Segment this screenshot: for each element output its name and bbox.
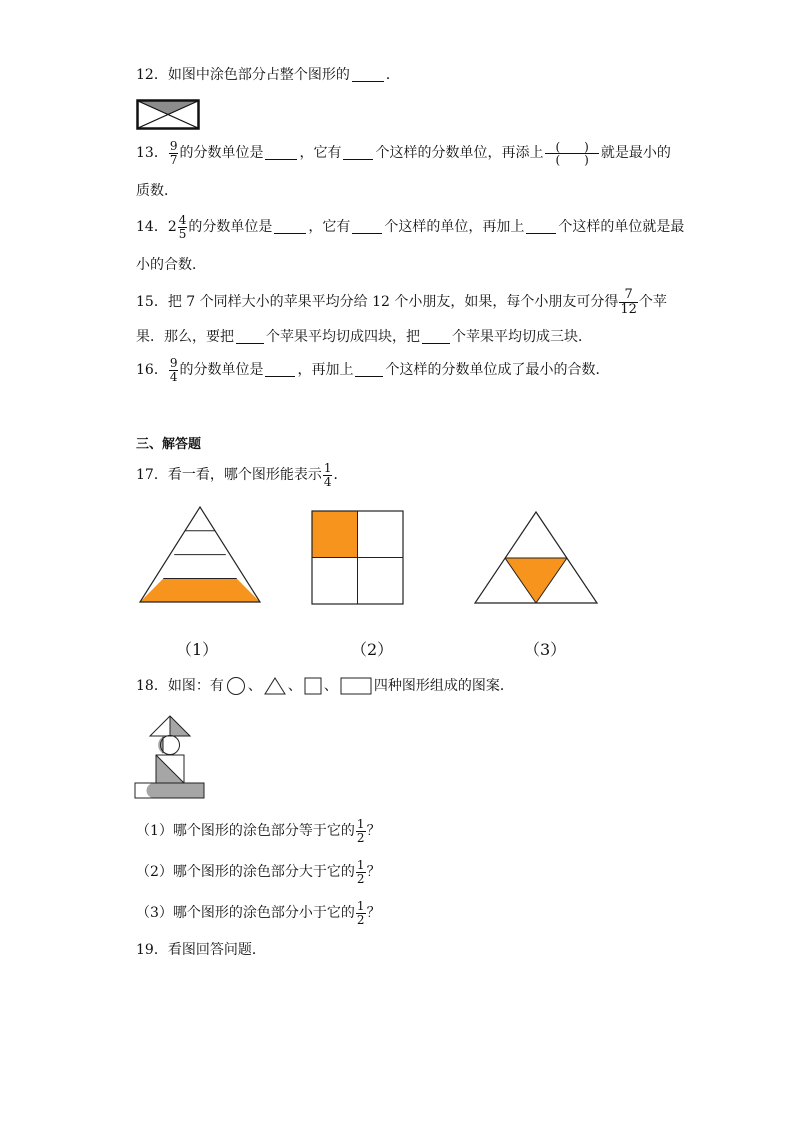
denominator: 4	[323, 474, 332, 489]
rectangle-icon	[340, 677, 372, 695]
numerator: 4	[178, 213, 187, 227]
q15-text-2: 个苹	[638, 294, 667, 311]
denominator: 2	[356, 912, 365, 927]
square-icon	[304, 677, 322, 695]
figure-3-divided-triangle	[473, 510, 599, 606]
answer-blank	[422, 342, 450, 344]
question-18-sub-3	[136, 900, 381, 926]
q14-text-3: 个这样的单位，再加上	[384, 219, 525, 236]
q14-text-1: 的分数单位是	[188, 219, 273, 236]
fraction-1-2	[356, 900, 366, 926]
answer-blank	[352, 232, 382, 234]
answer-blank	[265, 158, 297, 160]
section-heading	[136, 438, 201, 451]
q13-text-3: 个这样的分数单位，再添上	[375, 145, 544, 162]
q14-text-2: ，它有	[308, 219, 351, 236]
figure-label-2: （2）	[351, 640, 394, 659]
shaded-triangle	[138, 101, 198, 115]
q17-text-2: ．	[333, 467, 348, 484]
question-14-line2	[136, 258, 206, 272]
numerator: 1	[356, 858, 365, 872]
q15-line2-c: 个苹果平均切成三块．	[452, 329, 592, 345]
fraction-1-2	[356, 859, 366, 885]
fraction-1-2	[356, 818, 366, 844]
circle-icon	[226, 676, 246, 696]
separator: 、	[287, 678, 302, 694]
question-15	[136, 288, 667, 316]
answer-blank	[236, 342, 264, 344]
q13-line-2: 质数．	[136, 183, 178, 199]
answer-blank	[343, 158, 373, 160]
question-19	[136, 943, 266, 957]
section-title: 三、解答题	[136, 437, 202, 452]
question-mark: ？	[366, 823, 381, 840]
q14-text-4: 个这样的单位就是最	[558, 219, 685, 236]
q15-text-1: 15．把 7 个同样大小的苹果平均分给 12 个小朋友，如果，每个小朋友可分得	[136, 294, 619, 311]
denominator: 2	[356, 871, 365, 886]
q13-number: 13．	[136, 145, 168, 162]
q18-text-2: 四种图形组成的图案．	[373, 678, 514, 694]
sub-question-text: （3）哪个图形的涂色部分小于它的	[136, 905, 355, 922]
figure-2-quartered-square	[311, 510, 405, 606]
bracket-fraction-blank	[545, 141, 598, 166]
q16-text-2: ，再加上	[297, 362, 354, 379]
fraction-9-7	[169, 140, 179, 166]
triangle-icon	[264, 677, 286, 695]
shaded-center-triangle	[505, 558, 567, 603]
fraction-1-4	[323, 462, 333, 488]
q13-text-4: 就是最小的	[600, 145, 671, 162]
answer-blank	[526, 232, 556, 234]
shaded-quarter	[312, 511, 357, 557]
separator: 、	[247, 678, 262, 694]
question-mark: ？	[366, 864, 381, 881]
question-13	[136, 140, 671, 166]
denominator: 7	[169, 152, 178, 167]
denominator: 12	[620, 301, 637, 317]
question-mark: ？	[366, 905, 381, 922]
question-13-line2	[136, 184, 178, 198]
mixed-whole: 2	[167, 219, 177, 236]
numerator: 9	[169, 139, 178, 153]
q15-line2-a: 果．那么，要把	[136, 329, 234, 345]
q12-rectangle-figure	[136, 99, 200, 130]
question-18	[136, 676, 514, 696]
question-16	[136, 357, 609, 383]
numerator: 9	[169, 356, 178, 370]
question-14	[136, 214, 684, 240]
q14-line-2: 小的合数．	[136, 257, 206, 273]
sub-question-text: （1）哪个图形的涂色部分等于它的	[136, 823, 355, 840]
fraction-7-12	[619, 288, 638, 316]
q18-text-1: 18．如图：有	[136, 678, 224, 694]
q17-text-1: 17．看一看，哪个图形能表示	[136, 467, 322, 484]
question-18-sub-1	[136, 818, 381, 844]
q18-composite-figure	[134, 714, 208, 800]
q12-text: 12．如图中涂色部分占整个图形的	[136, 67, 350, 83]
q13-text-1: 的分数单位是	[179, 145, 264, 162]
question-15-line2	[136, 330, 592, 344]
shaded-band	[140, 579, 260, 603]
q14-number: 14．	[136, 219, 168, 236]
q16-text-1: 的分数单位是	[179, 362, 264, 379]
q12-end: ．	[385, 67, 400, 83]
fraction-9-4	[169, 357, 179, 383]
question-17	[136, 462, 347, 488]
q16-number: 16．	[136, 362, 168, 379]
question-12	[136, 68, 400, 82]
figure-1-striped-triangle	[136, 505, 264, 605]
denominator: 5	[178, 226, 187, 241]
sub-question-text: （2）哪个图形的涂色部分大于它的	[136, 864, 355, 881]
numerator: 1	[356, 899, 365, 913]
denominator: 2	[356, 830, 365, 845]
answer-blank	[355, 375, 383, 377]
bracket-numerator: ( )	[555, 139, 589, 154]
numerator: 1	[356, 817, 365, 831]
q16-text-3: 个这样的分数单位成了最小的合数．	[385, 362, 610, 379]
separator: 、	[323, 678, 338, 694]
q19-text: 19．看图回答问题．	[136, 942, 266, 958]
numerator: 1	[323, 461, 332, 475]
answer-blank	[274, 232, 306, 234]
answer-blank	[352, 80, 384, 82]
figure-label-1: （1）	[176, 640, 219, 659]
bracket-denominator: ( )	[545, 153, 598, 166]
q15-line2-b: 个苹果平均切成四块，把	[266, 329, 420, 345]
fraction-4-5	[178, 214, 188, 240]
numerator: 7	[624, 287, 633, 302]
answer-blank	[265, 375, 295, 377]
figure-label-3: （3）	[524, 640, 567, 659]
question-18-sub-2	[136, 859, 381, 885]
denominator: 4	[169, 369, 178, 384]
q13-text-2: ，它有	[299, 145, 342, 162]
